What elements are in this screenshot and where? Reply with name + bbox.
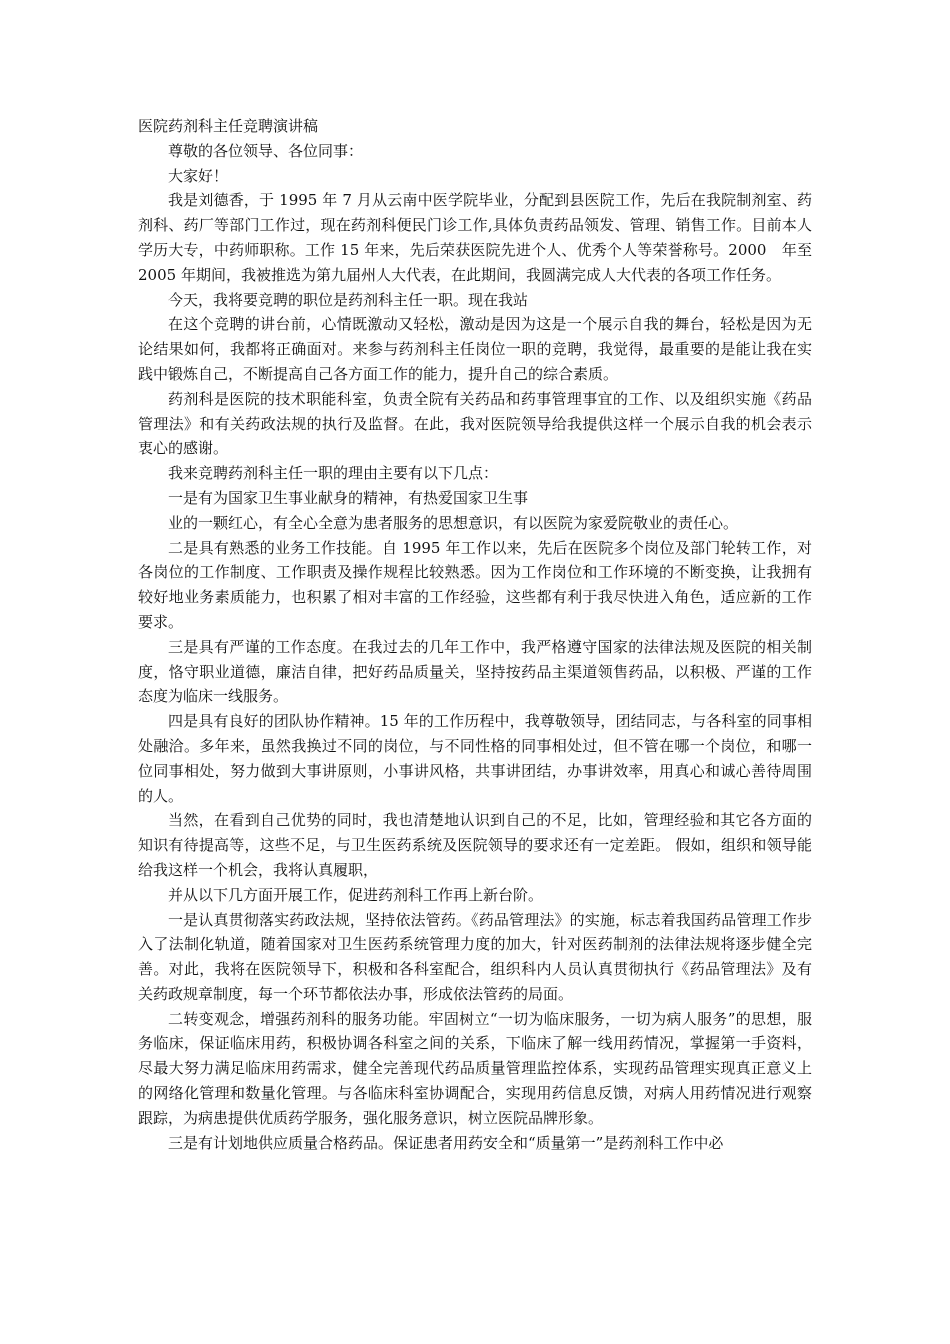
paragraph-reason-two: 二是具有熟悉的业务工作技能。自 1995 年工作以来，先后在医院多个岗位及部门轮转工作，对各岗位的工作制度、工作职责及操作规程比较熟悉。因为工作岗位和工作环境的不断变换，让我拥有较好地业务素质能力，也积累了相对丰富的工作经验，这些都有利于我尽快进入角色，适应新的工作要求。 [138,538,812,631]
paragraph-reason-three: 三是具有严谨的工作态度。在我过去的几年工作中，我严格遵守国家的法律法规及医院的相关制度，恪守职业道德，廉洁自律，把好药品质量关，坚持按药品主渠道领售药品，以积极、严谨的工作态度为临床一线服务。 [138,637,812,706]
paragraph-salutation: 尊敬的各位领导、各位同事： [168,141,364,160]
paragraph-position: 今天，我将要竞聘的职位是药剂科主任一职。现在我站 [168,290,529,309]
document-page [138,114,812,1155]
paragraph-plan-three: 三是有计划地供应质量合格药品。保证患者用药安全和“质量第一”是药剂科工作中必 [168,1133,724,1152]
paragraph-plan-two: 二转变观念，增强药剂科的服务功能。牢固树立“一切为临床服务，一切为病人服务”的思想，服务临床，保证临床用药，积极协调各科室之间的关系，下临床了解一线用药情况，掌握第一手资料，尽最大努力满足临床用药需求，健全完善现代药品质量管理监控体系，实现药品管理实现真正意义上的网络化管理和数量化管理。与各临床科室协调配合，实现用药信息反馈，对病人用药情况进行观察跟踪，为病患提供优质药学服务，强化服务意识，树立医院品牌形象。 [138,1009,812,1127]
paragraph-plan-one: 一是认真贯彻落实药政法规，坚持依法管药。《药品管理法》的实施，标志着我国药品管理工作步入了法制化轨道，随着国家对卫生医药系统管理力度的加大，针对医药制剂的法律法规将逐步健全完善。对此，我将在医院领导下，积极和各科室配合，组织科内人员认真贯彻执行《药品管理法》及有关药政规章制度，每一个环节都依法办事，形成依法管药的局面。 [138,910,812,1003]
paragraph-feelings: 在这个竞聘的讲台前，心情既激动又轻松，激动是因为这是一个展示自我的舞台，轻松是因为无论结果如何，我都将正确面对。来参与药剂科主任岗位一职的竞聘，我觉得，最重要的是能让我在实践中锻炼自己，不断提高自己各方面工作的能力，提升自己的综合素质。 [138,315,812,383]
paragraph-reason-four: 四是具有良好的团队协作精神。15 年的工作历程中，我尊敬领导，团结同志，与各科室的同事相处融洽。多年来，虽然我换过不同的岗位，与不同性格的同事相处过，但不管在哪一个岗位，和哪一位同事相处，努力做到大事讲原则，小事讲风格，共事讲团结，办事讲效率，用真心和诚心善待周围的人。 [138,712,812,805]
paragraph-department: 药剂科是医院的技术职能科室，负责全院有关药品和药事管理事宜的工作、以及组织实施《药品管理法》和有关药政法规的执行及监督。在此，我对医院领导给我提供这样一个展示自我的机会表示衷心的感谢。 [138,389,812,458]
paragraph-introduction: 我是刘德香，于 1995 年 7 月从云南中医学院毕业，分配到县医院工作，先后在我院制剂室、药剂科、药厂等部门工作过，现在药剂科便民门诊工作,具体负责药品领发、管理、销售工作。目前本人学历大专，中药师职称。工作 15 年来，先后荣获医院先进个人、优秀个人等荣誉称号。2000 年至 2005 年期间，我被推选为第九届州人大代表，在此期间，我圆满完成人大代表的各项工作任务。 [138,191,812,284]
paragraph-greeting: 大家好！ [168,166,229,185]
document-title: 医院药剂科主任竞聘演讲稿 [138,117,319,135]
paragraph-reason-one-a: 一是有为国家卫生事业献身的精神，有热爱国家卫生事 [168,488,529,507]
paragraph-shortcomings: 当然，在看到自己优势的同时，我也清楚地认识到自己的不足，比如，管理经验和其它各方面的知识有待提高等，这些不足，与卫生医药系统及医院领导的要求还有一定差距。 假如，组织和领导能给我这样一个机会，我将认真履职， [138,811,812,879]
paragraph-reason-one-b: 业的一颗红心，有全心全意为患者服务的思想意识，有以医院为家爱院敬业的责任心。 [168,513,739,532]
paragraph-plan-intro: 并从以下几方面开展工作，促进药剂科工作再上新台阶。 [168,885,544,904]
paragraph-reasons-intro: 我来竞聘药剂科主任一职的理由主要有以下几点： [168,464,499,483]
